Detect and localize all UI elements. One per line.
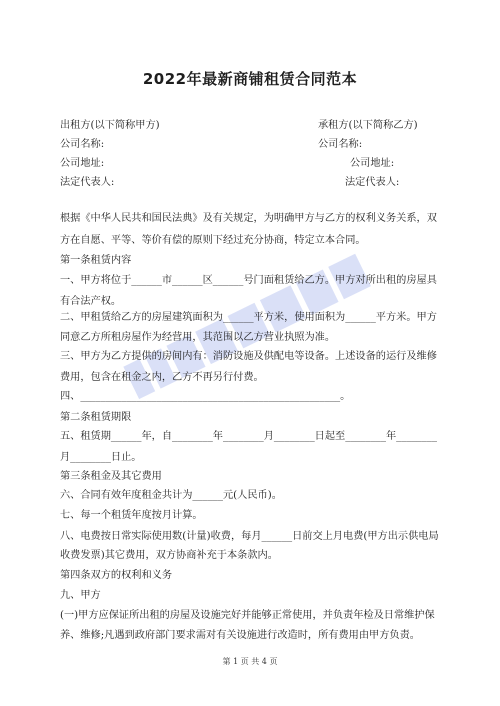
clause-9a-line-2: 养、维修;凡遇到政府部门要求需对有关设施进行改造时，所有费用由甲方负责。 bbox=[60, 630, 420, 641]
lessee-legal-rep: 法定代表人: bbox=[345, 177, 400, 188]
clause-5-line-1: 五、租赁期______年，自________年________月________日起至________年________ bbox=[60, 431, 437, 442]
clause-7: 七、每一个租赁年度按月计算。 bbox=[60, 510, 203, 521]
clause-9: 九、甲方 bbox=[60, 590, 101, 601]
clause-8-line-1: 八、电费按日常实际使用数(计量)收费，每月______日前交上月电费(甲方出示供电局 bbox=[60, 531, 439, 542]
clause-9a-line-1: (一)甲方应保证所出租的房屋及设施完好并能够正常使用，并负责年检及日常维护保 bbox=[60, 610, 435, 621]
lessee-company-address: 公司地址: bbox=[350, 158, 395, 169]
document-title: 2022年最新商铺租赁合同范本 bbox=[142, 70, 358, 88]
lessor-company-name: 公司名称: bbox=[60, 139, 105, 150]
clause-1-line-1: 一、甲方将位于______市______区______号门面租赁给乙方。甲方对所出租的房屋具 bbox=[60, 275, 437, 286]
article-3-heading: 第三条租金及其它费用 bbox=[60, 471, 162, 482]
article-2-heading: 第二条租赁期限 bbox=[60, 412, 132, 423]
clause-6: 六、合同有效年度租金共计为______元(人民币)。 bbox=[60, 490, 282, 501]
clause-3-line-2: 费用，包含在租金之内，乙方不再另行付费。 bbox=[60, 372, 264, 383]
intro-line-2: 方在自愿、平等、等价有偿的原则下经过充分协商，特定立本合同。 bbox=[60, 235, 366, 246]
clause-2-line-1: 二、甲租赁给乙方的房屋建筑面积为______平方米，使用面积为______平方米。甲方 bbox=[60, 312, 437, 323]
intro-line-1: 根据《中华人民共和国民法典》及有关规定，为明确甲方与乙方的权利义务关系，双 bbox=[60, 213, 437, 224]
lessee-company-name: 公司名称: bbox=[318, 139, 363, 150]
page-number-footer: 第 1 页 共 4 页 bbox=[222, 657, 278, 666]
article-4-heading: 第四条双方的权利和义务 bbox=[60, 570, 173, 581]
clause-1-line-2: 有合法产权。 bbox=[60, 296, 122, 307]
article-1-heading: 第一条租赁内容 bbox=[60, 255, 132, 266]
lessor-legal-rep: 法定代表人: bbox=[60, 177, 115, 188]
lessor-company-address: 公司地址: bbox=[60, 158, 105, 169]
clause-2-line-2: 同意乙方所租房屋作为经营用，其范围以乙方营业执照为准。 bbox=[60, 332, 336, 343]
clause-3-line-1: 三、甲方为乙方提供的房间内有：消防设施及供配电等设备。上述设备的运行及维修 bbox=[60, 351, 437, 362]
lessor-label: 出租方(以下简称甲方) bbox=[60, 120, 160, 131]
lessee-label: 承租方(以下简称乙方) bbox=[318, 120, 418, 131]
clause-5-line-2: 月________日止。 bbox=[60, 452, 142, 463]
clause-4: 四、___________________________________________________。 bbox=[60, 391, 351, 402]
clause-8-line-2: 收费发票)其它费用，双方协商补充于本条款内。 bbox=[60, 550, 278, 561]
